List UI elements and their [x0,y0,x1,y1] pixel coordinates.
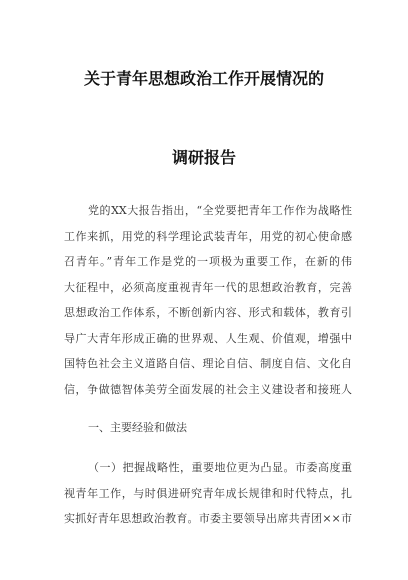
paragraph-line: 党的XX大报告指出，“全党要把青年工作作为战略性 [88,204,352,217]
paragraph-line: （一）把握战略性，重要地位更为凸显。市委高度重 [88,461,352,474]
paragraph-line: 视青年工作，与时俱进研究青年成长规律和时代特点，扎 [64,486,352,500]
document-title-line-1: 关于青年思想政治工作开展情况的 [83,69,324,88]
paragraph-line: 召青年。”青年工作是党的一项极为重要工作，在新的伟 [64,255,352,268]
paragraph-line: 大征程中，必须高度重视青年一代的思想政治教育，完善 [64,280,352,294]
section-paragraph [64,455,352,532]
paragraph-line: 思想政治工作体系，不断创新内容、形式和载体，教育引 [64,306,352,319]
paragraph-line: 国特色社会主义道路自信、理论自信、制度自信、文化自 [64,357,352,370]
paragraph-line: 导广大青年形成正确的世界观、人生观、价值观，增强中 [64,331,352,345]
document-title-line-2: 调研报告 [171,148,236,167]
paragraph-line: 实抓好青年思想政治教育。市委主要领导出席共青团××市 [64,512,352,525]
intro-paragraph [64,198,352,402]
paragraph-line: 工作来抓，用党的科学理论武装青年，用党的初心使命感 [64,229,352,243]
section-heading: 一、主要经验和做法 [88,421,187,434]
paragraph-line: 信，争做德智体美劳全面发展的社会主义建设者和接班人 [64,382,352,396]
